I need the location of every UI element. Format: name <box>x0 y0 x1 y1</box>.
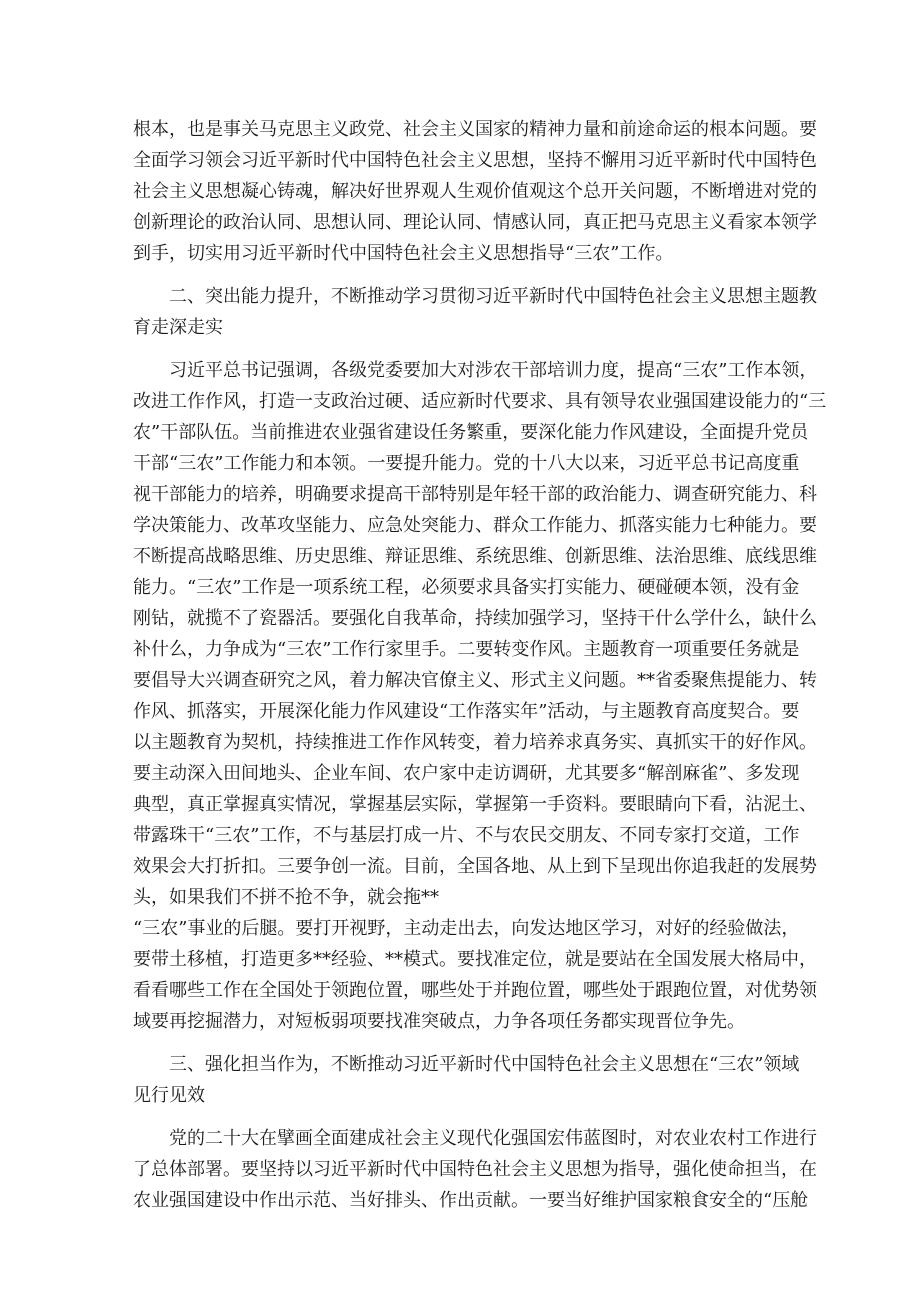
text-line: “三农”事业的后腿。要打开视野，主动走出去，向发达地区学习，对好的经验做法， <box>133 918 800 939</box>
heading-line: 二、突出能力提升，不断推动学习贯彻习近平新时代中国特色社会主义思想主题教 <box>169 286 817 307</box>
text-line: 作风、抓落实，开展深化能力作风建设“工作落实年”活动，与主题教育高度契合。要 <box>133 701 800 722</box>
text-line: 刚钻，就揽不了瓷器活。要强化自我革命，持续加强学习，坚持干什么学什么，缺什么 <box>133 608 817 629</box>
text-line: 视干部能力的培养，明确要求提高干部特别是年轻干部的政治能力、调查研究能力、科 <box>133 484 817 505</box>
paragraph-continuation <box>133 114 817 269</box>
section-heading-3 <box>133 1049 800 1111</box>
text-line: 不断提高战略思维、历史思维、辩证思维、系统思维、创新思维、法治思维、底线思维 <box>133 546 817 567</box>
text-line: 改进工作作风，打造一支政治过硬、适应新时代要求、具有领导农业强国建设能力的“三 <box>133 391 827 412</box>
text-line: 习近平总书记强调，各级党委要加大对涉农干部培训力度，提高“三农”工作本领， <box>169 360 818 381</box>
text-line: 到手，切实用习近平新时代中国特色社会主义思想指导“三农”工作。 <box>133 243 674 264</box>
text-line: 要主动深入田间地头、企业车间、农户家中走访调研，尤其要多“解剖麻雀”、多发现 <box>133 763 800 784</box>
text-line: 要带土移植，打造更多**经验、**模式。要找准定位，就是要站在全国发展大格局中， <box>133 949 817 970</box>
text-line: 补什么，力争成为“三农”工作行家里手。二要转变作风。主题教育一项重要任务就是 <box>133 639 800 660</box>
text-line: 域要再挖掘潜力，对短板弱项要找准突破点，力争各项任务都实现晋位争先。 <box>133 1011 745 1032</box>
text-line: 农业强国建设中作出示范、当好排头、作出贡献。一要当好维护国家粮食安全的“压舱 <box>133 1190 809 1211</box>
text-line: 头，如果我们不拼不抢不争，就会拖** <box>133 887 439 908</box>
text-line: 干部“三农”工作能力和本领。一要提升能力。党的十八大以来，习近平总书记高度重 <box>133 453 800 474</box>
paragraph-first-class <box>133 913 817 1037</box>
section-heading-2 <box>133 281 817 343</box>
heading-line: 育走深走实 <box>133 317 223 338</box>
text-line: 典型，真正掌握真实情况，掌握基层实际，掌握第一手资料。要眼睛向下看，沾泥土、 <box>133 794 817 815</box>
text-line: 看看哪些工作在全国处于领跑位置，哪些处于并跑位置，哪些处于跟跑位置，对优势领 <box>133 980 817 1001</box>
text-line: 能力。“三农”工作是一项系统工程，必须要求具备实打实能力、硬碰硬本领，没有金 <box>133 577 800 598</box>
text-line: 了总体部署。要坚持以习近平新时代中国特色社会主义思想为指导，强化使命担当，在 <box>133 1159 817 1180</box>
paragraph-responsibility <box>133 1123 817 1216</box>
text-line: 要倡导大兴调查研究之风，着力解决官僚主义、形式主义问题。**省委聚焦提能力、转 <box>133 670 817 691</box>
text-line: 农”干部队伍。当前推进农业强省建设任务繁重，要深化能力作风建设，全面提升党员 <box>133 422 809 443</box>
text-line: 效果会大打折扣。三要争创一流。目前，全国各地、从上到下呈现出你追我赶的发展势 <box>133 856 817 877</box>
text-line: 社会主义思想凝心铸魂，解决好世界观人生观价值观这个总开关问题，不断增进对党的 <box>133 181 817 202</box>
text-line: 学决策能力、改革攻坚能力、应急处突能力、群众工作能力、抓落实能力七种能力。要 <box>133 515 817 536</box>
document-page <box>133 114 827 1216</box>
text-line: 党的二十大在擘画全面建成社会主义现代化强国宏伟蓝图时，对农业农村工作进行 <box>169 1128 817 1149</box>
text-line: 全面学习领会习近平新时代中国特色社会主义思想，坚持不懈用习近平新时代中国特色 <box>133 150 817 171</box>
text-line: 创新理论的政治认同、思想认同、理论认同、情感认同，真正把马克思主义看家本领学 <box>133 212 817 233</box>
text-line: 带露珠干“三农”工作，不与基层打成一片、不与农民交朋友、不同专家打交道，工作 <box>133 825 800 846</box>
text-line: 以主题教育为契机，持续推进工作作风转变，着力培养求真务实、真抓实干的好作风。 <box>133 732 817 753</box>
paragraph-ability <box>133 355 827 913</box>
text-line: 根本，也是事关马克思主义政党、社会主义国家的精神力量和前途命运的根本问题。要 <box>133 119 817 140</box>
heading-line: 三、强化担当作为，不断推动习近平新时代中国特色社会主义思想在“三农”领域 <box>169 1054 800 1075</box>
heading-line: 见行见效 <box>133 1085 205 1106</box>
